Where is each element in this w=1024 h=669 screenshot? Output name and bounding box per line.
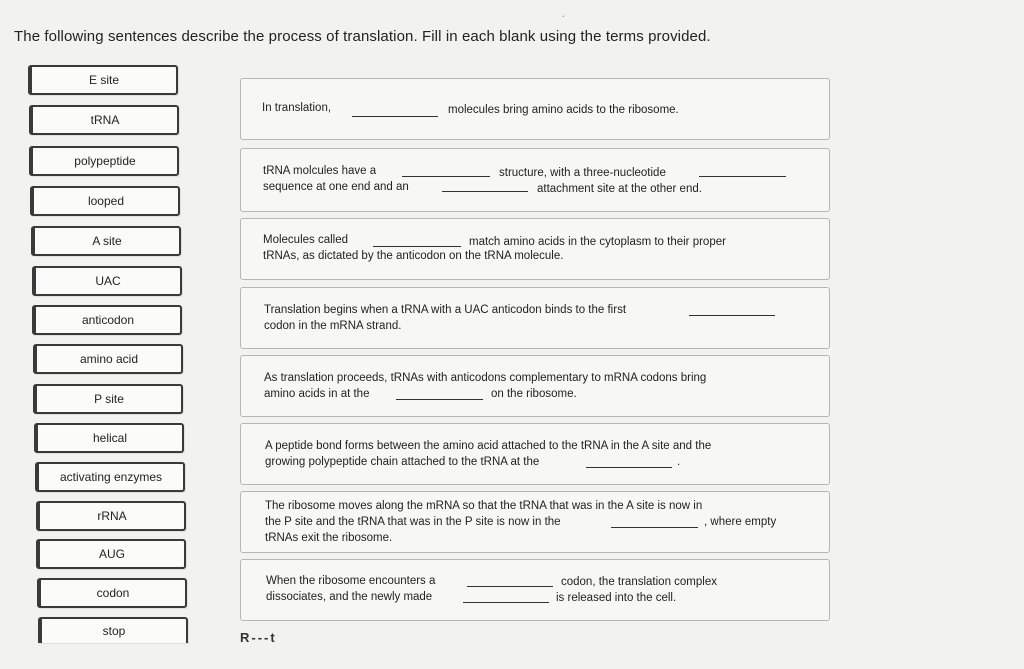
term-helical[interactable] xyxy=(34,423,184,453)
sentence-text: amino acids in at the xyxy=(264,388,370,400)
sentence-text: tRNA molcules have a xyxy=(263,165,377,177)
sentence-text: In translation, xyxy=(262,102,332,114)
term-label: rRNA xyxy=(97,509,127,523)
sentence-text: tRNAs exit the ribosome. xyxy=(265,532,393,544)
term-rrna[interactable] xyxy=(36,501,186,531)
sentence-text: Translation begins when a tRNA with a UAC anticodon binds to the first xyxy=(264,304,627,316)
term-uac[interactable] xyxy=(32,266,182,296)
sentence-text: the P site and the tRNA that was in the P site is now in the xyxy=(265,516,561,528)
blank-drop-target[interactable] xyxy=(463,602,549,603)
term-aug[interactable] xyxy=(36,539,186,569)
term-label: P site xyxy=(94,392,124,406)
sentence-text: sequence at one end and an xyxy=(263,181,409,193)
term-label: tRNA xyxy=(90,113,120,127)
term-label: amino acid xyxy=(79,352,139,366)
instructions-text: The following sentences describe the process of translation. Fill in each blank using the terms provided. xyxy=(14,28,711,45)
term-label: codon xyxy=(96,586,130,600)
sentence-text: tRNAs, as dictated by the anticodon on the tRNA molecule. xyxy=(263,250,564,262)
blank-drop-target[interactable] xyxy=(373,246,461,247)
sentence-box-8 xyxy=(240,559,830,621)
sentence-box-3 xyxy=(240,218,830,280)
term-amino-acid[interactable] xyxy=(33,344,183,374)
blank-drop-target[interactable] xyxy=(467,586,553,587)
blank-drop-target[interactable] xyxy=(586,467,672,468)
blank-drop-target[interactable] xyxy=(396,399,483,400)
sentence-text: match amino acids in the cytoplasm to their proper xyxy=(469,236,726,248)
sentence-box-7 xyxy=(240,491,830,553)
sentence-text: codon, the translation complex xyxy=(561,576,717,588)
term-a-site[interactable] xyxy=(31,226,181,256)
term-stop[interactable] xyxy=(38,617,188,643)
term-label: helical xyxy=(92,431,128,445)
cursor-mark: ˊ xyxy=(562,15,565,24)
term-p-site[interactable] xyxy=(33,384,183,414)
sentence-box-2 xyxy=(240,148,830,212)
sentence-text: on the ribosome. xyxy=(491,388,577,400)
term-e-site[interactable] xyxy=(28,65,178,95)
term-looped[interactable] xyxy=(30,186,180,216)
term-trna[interactable] xyxy=(29,105,179,135)
term-codon[interactable] xyxy=(37,578,187,608)
term-polypeptide[interactable] xyxy=(29,146,179,176)
sentence-text: molecules bring amino acids to the ribosome. xyxy=(448,104,679,116)
term-label: activating enzymes xyxy=(59,470,163,484)
term-activating-enzymes[interactable] xyxy=(35,462,185,492)
sentence-text: dissociates, and the newly made xyxy=(266,591,433,603)
sentence-box-1 xyxy=(240,78,830,140)
term-anticodon[interactable] xyxy=(32,305,182,335)
sentence-text: is released into the cell. xyxy=(556,592,677,604)
blank-drop-target[interactable] xyxy=(402,176,490,177)
blank-drop-target[interactable] xyxy=(611,527,698,528)
sentence-text: structure, with a three-nucleotide xyxy=(499,167,666,179)
sentence-box-6 xyxy=(240,423,830,485)
sentence-text: . xyxy=(677,456,681,468)
term-label: AUG xyxy=(98,547,125,561)
sentence-box-4 xyxy=(240,287,830,349)
sentence-text: growing polypeptide chain attached to the tRNA at the xyxy=(265,456,540,468)
sentence-text: Molecules called xyxy=(263,234,349,246)
sentence-box-5 xyxy=(240,355,830,417)
sentence-text: attachment site at the other end. xyxy=(537,183,702,195)
blank-drop-target[interactable] xyxy=(352,116,438,117)
term-label: looped xyxy=(87,194,125,208)
term-label: A site xyxy=(92,234,122,248)
sentence-text: A peptide bond forms between the amino acid attached to the tRNA in the A site and the xyxy=(265,440,712,452)
term-label: anticodon xyxy=(81,313,135,327)
term-label: stop xyxy=(102,624,126,638)
sentence-text: , where empty xyxy=(704,516,777,528)
term-label: UAC xyxy=(95,274,121,288)
sentence-text: When the ribosome encounters a xyxy=(266,575,436,587)
sentence-text: codon in the mRNA strand. xyxy=(264,320,402,332)
blank-drop-target[interactable] xyxy=(699,176,786,177)
term-bank xyxy=(0,0,200,669)
blank-drop-target[interactable] xyxy=(689,315,775,316)
sentence-text: As translation proceeds, tRNAs with anticodons complementary to mRNA codons bring xyxy=(264,372,707,384)
term-label: E site xyxy=(88,73,119,87)
blank-drop-target[interactable] xyxy=(442,191,528,192)
term-label: polypeptide xyxy=(74,154,136,168)
next-button-partial[interactable]: R---t xyxy=(240,630,277,645)
sentence-text: The ribosome moves along the mRNA so that the tRNA that was in the A site is now in xyxy=(265,500,703,512)
